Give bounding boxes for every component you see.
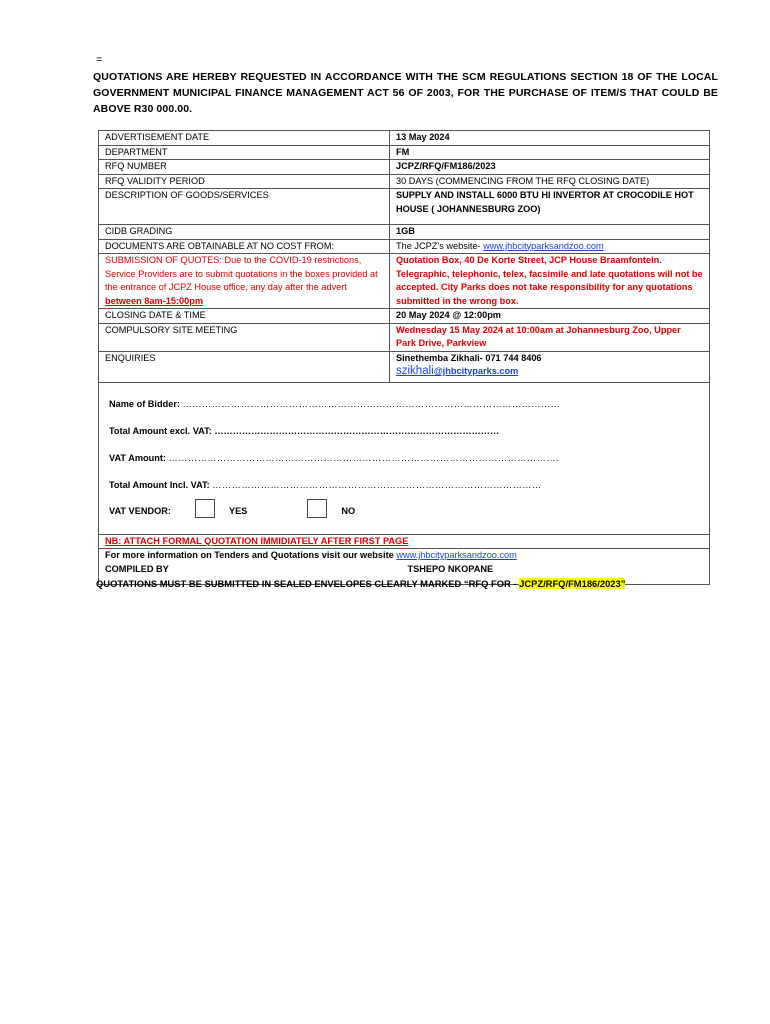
amount-incl-label: Total Amount Incl. VAT:	[109, 479, 210, 490]
vat-vendor-row	[109, 499, 699, 526]
more-info-link[interactable]: www.jhbcityparksandzoo.com	[396, 550, 517, 560]
more-info-text: For more information on Tenders and Quotations visit our website	[105, 550, 397, 560]
equals-mark: =	[96, 54, 103, 66]
rfq-number-label: RFQ NUMBER	[99, 160, 390, 175]
cidb-label: CIDB GRADING	[99, 225, 390, 240]
description-value: SUPPLY AND INSTALL 6000 BTU HI INVERTOR AT CROCODILE HOT HOUSE ( JOHANNESBURG ZOO)	[390, 189, 710, 225]
bidder-section	[99, 382, 710, 534]
table-row	[99, 225, 710, 240]
description-label: DESCRIPTION OF GOODS/SERVICES	[99, 189, 390, 225]
more-info	[99, 549, 710, 563]
submission-hours: between 8am-15:00pm	[105, 295, 204, 306]
enquiries-email[interactable]	[396, 365, 703, 382]
table-row	[99, 323, 710, 351]
yes-label: YES	[228, 506, 248, 517]
submission-value: Quotation Box, 40 De Korte Street, JCP House Braamfontein. Telegraphic, telephonic, telex, facsimile and late quotations will not be accepted. City Parks does not take responsibility for any quotations submitted in the wrong box.	[390, 254, 710, 309]
table-row	[99, 549, 710, 563]
vat-amount-label: VAT Amount:	[109, 452, 166, 463]
documents-label: DOCUMENTS ARE OBTAINABLE AT NO COST FROM:	[99, 239, 390, 254]
bidder-name-label: Name of Bidder:	[109, 398, 180, 409]
footer-highlight: JCPZ/RFQ/FM186/2023”	[519, 578, 626, 589]
enquiries-contact: Sinethemba Zikhali- 071 744 8406	[396, 352, 542, 363]
amount-excl-row	[109, 418, 699, 445]
table-row	[99, 351, 710, 382]
closing-label: CLOSING DATE & TIME	[99, 309, 390, 324]
department-value: FM	[390, 145, 710, 160]
submission-label-text: SUBMISSION OF QUOTES: Due to the COVID-19 restrictions, Service Providers are to submit quotations in the boxes provided at the entrance of JCPZ House office, any day after the advert	[105, 255, 378, 292]
footer-text: QUOTATIONS MUST BE SUBMITTED IN SEALED ENVELOPES CLEARLY MARKED “RFQ FOR -	[96, 578, 520, 589]
amount-excl-label: Total Amount excl. VAT:	[109, 425, 212, 436]
bidder-name-row	[109, 391, 699, 418]
table-row	[99, 309, 710, 324]
enquiries-value	[390, 351, 710, 382]
table-row	[99, 174, 710, 189]
site-meeting-label: COMPULSORY SITE MEETING	[99, 323, 390, 351]
table-row	[99, 131, 710, 146]
closing-value: 20 May 2024 @ 12:00pm	[390, 309, 710, 324]
rfq-details-table	[98, 130, 710, 585]
enquiries-label: ENQUIRIES	[99, 351, 390, 382]
compiled-label: COMPILED BY	[99, 563, 390, 585]
email-user[interactable]: szikhali	[396, 365, 434, 377]
vat-vendor-label: VAT VENDOR:	[109, 506, 171, 517]
nb-note	[99, 534, 710, 549]
advert-date-value: 13 May 2024	[390, 131, 710, 146]
table-row	[99, 239, 710, 254]
rfq-number-value: JCPZ/RFQ/FM186/2023	[390, 160, 710, 175]
table-row	[99, 160, 710, 175]
vat-amount-row	[109, 445, 699, 472]
email-domain[interactable]: @jhbcityparks.com	[433, 366, 519, 376]
vat-amount-field[interactable]: ………………………………………………………………………………………………………….	[168, 452, 560, 463]
compiled-value: TSHEPO NKOPANE	[390, 563, 710, 585]
documents-value-prefix: The JCPZ’s website-	[396, 240, 484, 251]
website-link[interactable]: www.jhbcityparksandzoo.com	[483, 240, 604, 251]
advert-date-label: ADVERTISEMENT DATE	[99, 131, 390, 146]
yes-checkbox[interactable]	[195, 499, 215, 518]
nb-text: NB: ATTACH FORMAL QUOTATION IMMIDIATELY AFTER FIRST PAGE	[105, 535, 409, 546]
no-label: NO	[341, 506, 356, 517]
submission-label	[99, 254, 390, 309]
validity-label: RFQ VALIDITY PERIOD	[99, 174, 390, 189]
table-row	[99, 145, 710, 160]
validity-value: 30 DAYS (COMMENCING FROM THE RFQ CLOSING DATE)	[390, 174, 710, 189]
table-row	[99, 534, 710, 549]
site-meeting-value: Wednesday 15 May 2024 at 10:00am at Johannesburg Zoo, Upper Park Drive, Parkview	[390, 323, 710, 351]
bidder-name-field[interactable]: ………………………………………………………………………………………………………	[182, 398, 561, 409]
bidder-cell	[99, 382, 710, 534]
amount-excl-field[interactable]: …………………………………………………………………………………	[214, 425, 500, 436]
no-checkbox[interactable]	[307, 499, 327, 518]
department-label: DEPARTMENT	[99, 145, 390, 160]
footer-instruction	[96, 578, 625, 589]
table-row	[99, 254, 710, 309]
table-row	[99, 189, 710, 225]
amount-incl-row	[109, 472, 699, 499]
intro-paragraph: QUOTATIONS ARE HEREBY REQUESTED IN ACCORDANCE WITH THE SCM REGULATIONS SECTION 18 OF THE LOCAL GOVERNMENT MUNICIPAL FINANCE MANAGEMENT ACT 56 OF 2003, FOR THE PURCHASE OF ITEM/S THAT COULD BE ABOVE R30 000.00.	[93, 71, 718, 115]
documents-value	[390, 239, 710, 254]
amount-incl-field[interactable]: …………………………………………………………………………………………	[212, 479, 542, 490]
cidb-value: 1GB	[390, 225, 710, 240]
